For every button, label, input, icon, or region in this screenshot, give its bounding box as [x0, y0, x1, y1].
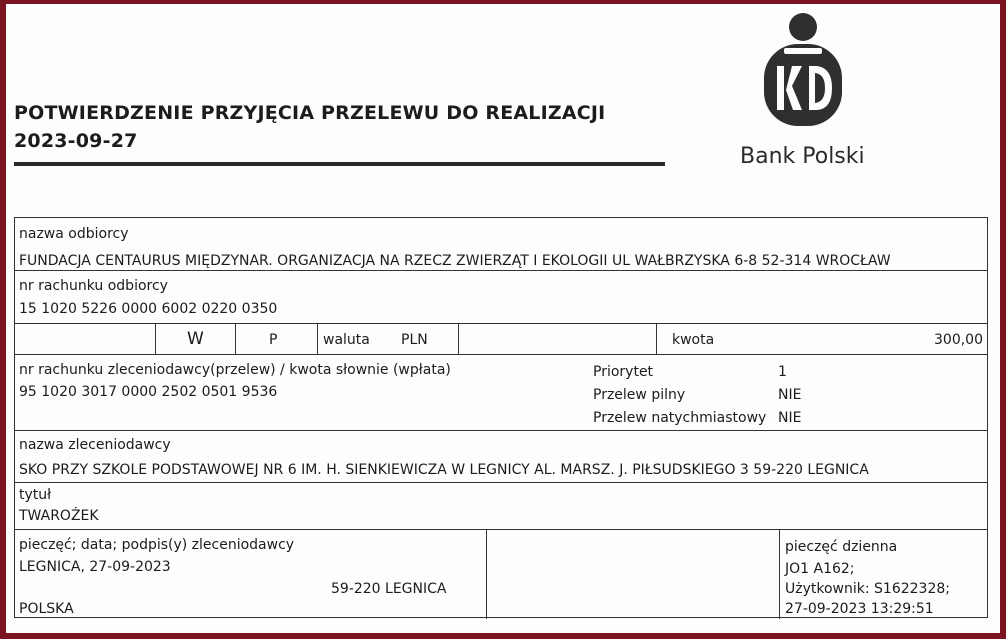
row-divider — [15, 482, 987, 483]
stamp-city-date: LEGNICA, 27-09-2023 — [19, 559, 171, 575]
daily-stamp-label: pieczęć dzienna — [785, 539, 898, 555]
sender-account: 95 1020 3017 0000 2502 0501 9536 — [19, 384, 278, 400]
transfer-p-field: P — [269, 332, 278, 348]
recipient-account: 15 1020 5226 0000 6002 0220 0350 — [19, 301, 278, 317]
sender-name: SKO PRZY SZKOLE PODSTAWOWEJ NR 6 IM. H. SIENKIEWICZA W LEGNICY AL. MARSZ. J. PIŁSUDSKIEGO 3 59-220 LEGNICA — [19, 462, 869, 478]
pko-piggy-bank-logo-icon — [760, 10, 846, 126]
option-instant-value: NIE — [778, 410, 802, 426]
row-divider — [15, 354, 987, 355]
transfer-form — [14, 217, 988, 618]
sender-name-label: nazwa zleceniodawcy — [19, 437, 171, 453]
title-field-value: TWAROŻEK — [19, 508, 99, 524]
amount-value: 300,00 — [934, 332, 983, 348]
cell-divider — [317, 323, 318, 354]
option-urgent-label: Przelew pilny — [593, 387, 686, 403]
daily-stamp-line3: 27-09-2023 13:29:51 — [785, 601, 934, 617]
daily-stamp-line1: JO1 A162; — [785, 561, 855, 577]
row-divider — [15, 323, 987, 324]
confirmation-document — [6, 4, 1000, 633]
stamp-label: pieczęć; data; podpis(y) zleceniodawcy — [19, 537, 295, 553]
document-title — [14, 99, 605, 155]
title-field-label: tytuł — [19, 487, 52, 503]
currency-label: waluta — [323, 332, 370, 348]
recipient-account-label: nr rachunku odbiorcy — [19, 278, 168, 294]
recipient-name-label: nazwa odbiorcy — [19, 226, 129, 242]
option-priority-label: Priorytet — [593, 364, 654, 380]
cell-divider — [458, 323, 459, 354]
transfer-type-mark: W — [187, 329, 204, 349]
cell-divider — [656, 323, 657, 354]
title-underline — [14, 162, 665, 166]
option-instant-label: Przelew natychmiastowy — [593, 410, 767, 426]
sender-account-label: nr rachunku zleceniodawcy(przelew) / kwota słownie (wpłata) — [19, 362, 451, 378]
title-text: POTWIERDZENIE PRZYJĘCIA PRZELEWU DO REALIZACJI — [14, 102, 606, 124]
cell-divider — [486, 529, 487, 619]
row-divider — [15, 270, 987, 271]
row-divider — [15, 529, 987, 530]
daily-stamp-line2: Użytkownik: S1622328; — [785, 581, 950, 597]
brand-name: Bank Polski — [740, 144, 865, 169]
cell-divider — [779, 529, 780, 619]
option-urgent-value: NIE — [778, 387, 802, 403]
currency-value: PLN — [401, 332, 428, 348]
amount-label: kwota — [672, 332, 715, 348]
stamp-postal: 59-220 LEGNICA — [331, 581, 447, 597]
recipient-name: FUNDACJA CENTAURUS MIĘDZYNAR. ORGANIZACJA NA RZECZ ZWIERZĄT I EKOLOGII UL WAŁBRZYSKA 6-8 52-314 WROCŁAW — [19, 253, 891, 269]
row-divider — [15, 430, 987, 431]
title-date: 2023-09-27 — [14, 130, 138, 152]
cell-divider — [155, 323, 156, 354]
cell-divider — [235, 323, 236, 354]
stamp-country: POLSKA — [19, 601, 74, 617]
option-priority-value: 1 — [778, 364, 787, 380]
